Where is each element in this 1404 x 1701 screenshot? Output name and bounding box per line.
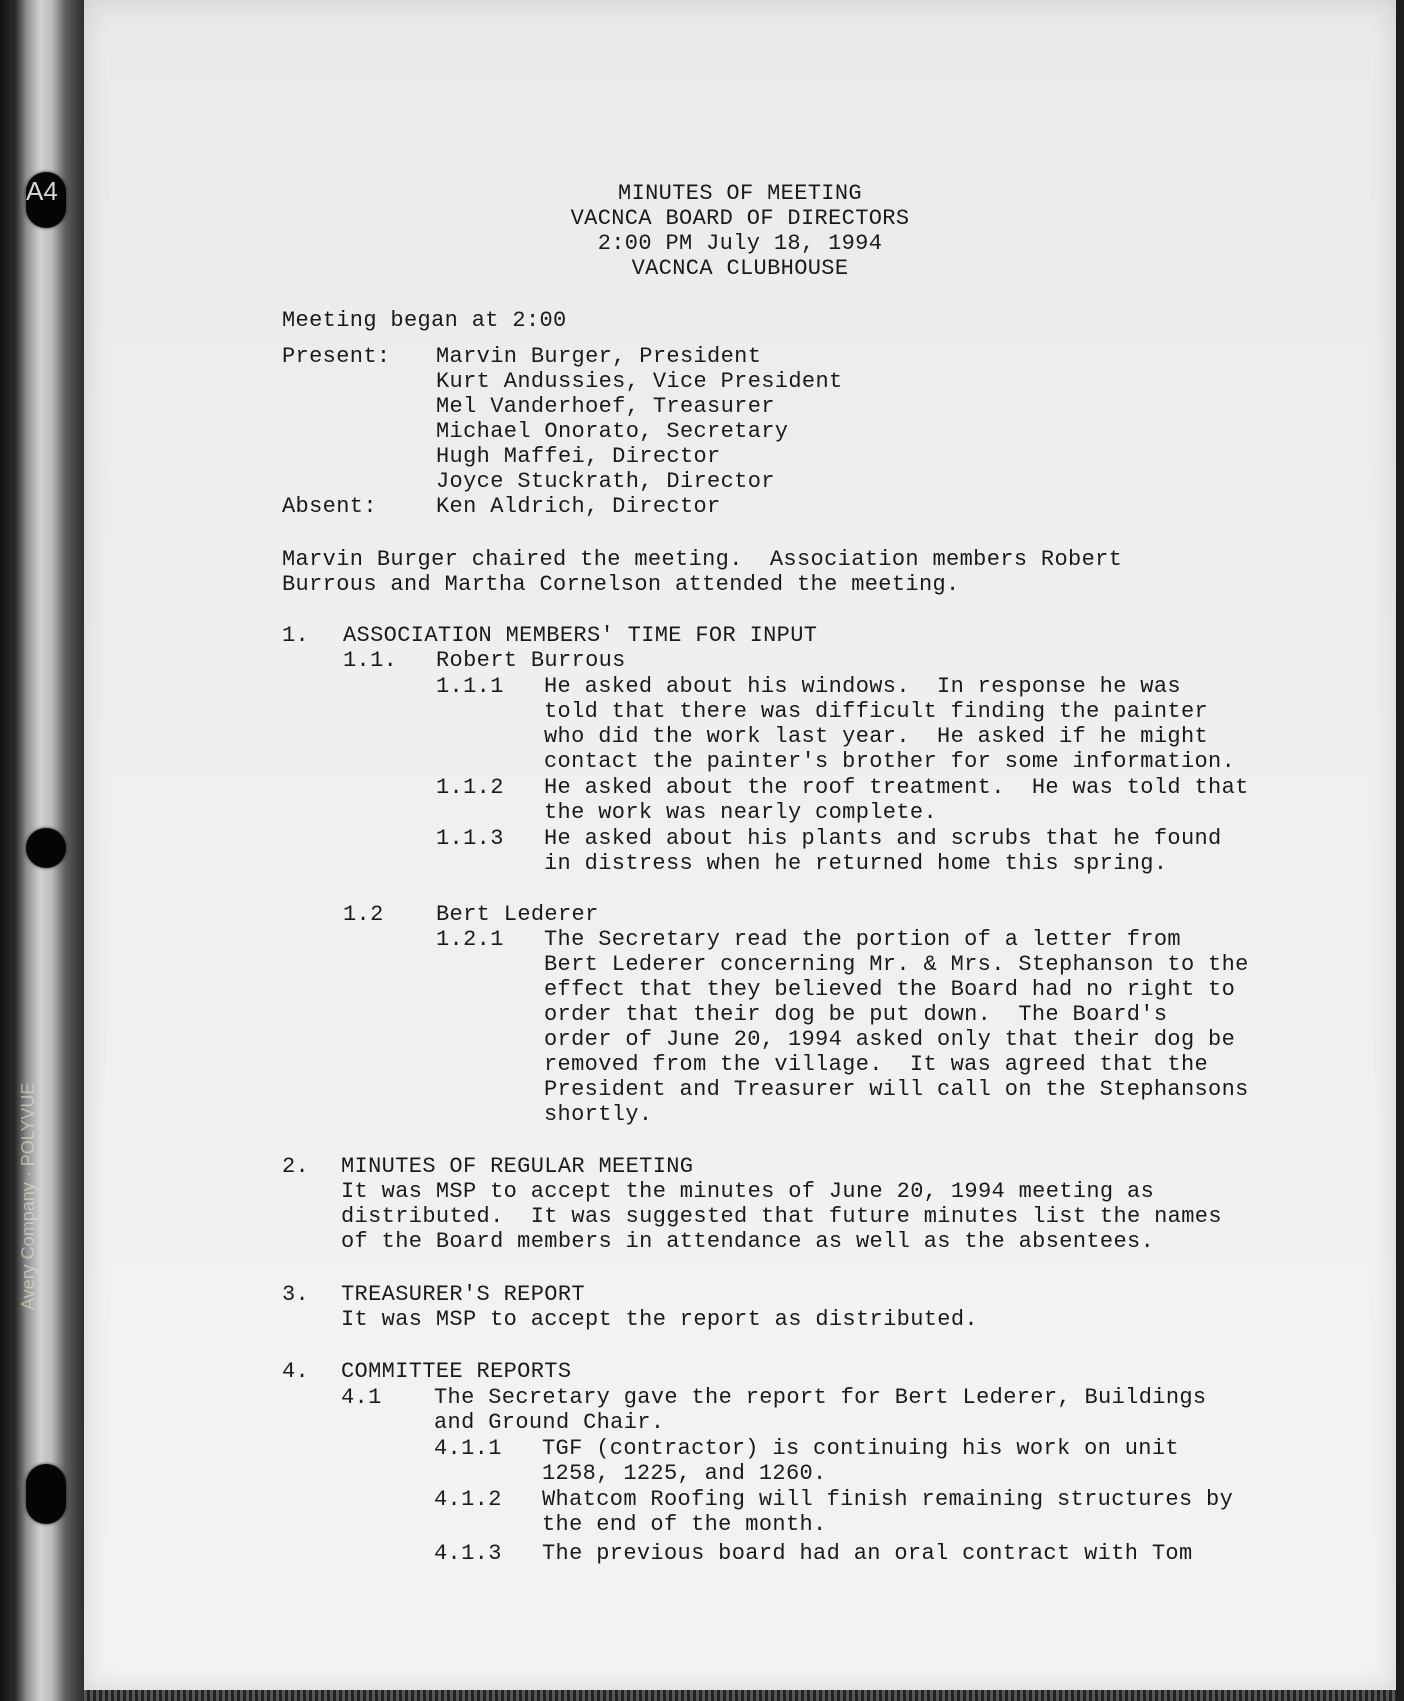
subsection-line: The Secretary gave the report for Bert Lederer, Buildings [434,1385,1207,1410]
section-line: It was MSP to accept the report as distributed. [341,1307,978,1332]
sleeve-bottom-edge [84,1690,1396,1701]
ring-label: A4 [26,176,58,206]
absent-member: Ken Aldrich, Director [436,494,721,519]
item-number: 1.1.3 [436,826,504,851]
item-number: 4.1.2 [434,1487,502,1512]
item-line: Whatcom Roofing will finish remaining structures by [542,1487,1234,1512]
header-title: MINUTES OF MEETING [618,181,862,206]
section-line: of the Board members in attendance as well as the absentees. [341,1229,1155,1254]
binder-strip [0,0,84,1701]
present-label: Present: [282,344,391,369]
header-location: VACNCA CLUBHOUSE [631,256,849,281]
present-member: Marvin Burger, President [436,344,762,369]
section-line: It was MSP to accept the minutes of June 20, 1994 meeting as [341,1179,1155,1204]
subsection-title: Bert Lederer [436,902,599,927]
section-title: TREASURER'S REPORT [341,1282,585,1307]
item-number: 1.2.1 [436,927,504,952]
binder-hole-middle [26,828,66,868]
subsection-title: Robert Burrous [436,648,626,673]
intro-line: Burrous and Martha Cornelson attended the meeting. [282,572,960,597]
item-line: order of June 20, 1994 asked only that their dog be [544,1027,1236,1052]
item-line: told that there was difficult finding the painter [544,699,1209,724]
subsection-number: 1.1. [343,648,398,673]
present-member: Kurt Andussies, Vice President [436,369,843,394]
absent-label: Absent: [282,494,377,519]
document-page [84,0,1396,1690]
present-member: Mel Vanderhoef, Treasurer [436,394,775,419]
subsection-line: and Ground Chair. [434,1410,665,1435]
header-organization: VACNCA BOARD OF DIRECTORS [570,206,910,231]
header-datetime: 2:00 PM July 18, 1994 [597,231,883,256]
intro-line: Marvin Burger chaired the meeting. Association members Robert [282,547,1123,572]
binder-hole-bottom [26,1464,66,1524]
section-number: 4. [282,1359,310,1384]
item-line: 1258, 1225, and 1260. [542,1461,827,1486]
section-number: 2. [282,1154,310,1179]
present-member: Hugh Maffei, Director [436,444,721,469]
item-line: TGF (contractor) is continuing his work on unit [542,1436,1179,1461]
item-line: President and Treasurer will call on the Stephansons [544,1077,1249,1102]
subsection-number: 1.2 [343,902,384,927]
present-member: Joyce Stuckrath, Director [436,469,775,494]
item-number: 4.1.3 [434,1541,502,1566]
item-line: The previous board had an oral contract with Tom [542,1541,1193,1566]
item-line: He asked about his windows. In response he was [544,674,1181,699]
opening-line: Meeting began at 2:00 [282,308,567,333]
item-line: the work was nearly complete. [544,800,938,825]
item-line: in distress when he returned home this spring. [544,851,1168,876]
section-line: distributed. It was suggested that future minutes list the names [341,1204,1222,1229]
item-line: contact the painter's brother for some information. [544,749,1236,774]
section-title: COMMITTEE REPORTS [341,1359,572,1384]
subsection-number: 4.1 [341,1385,382,1410]
item-line: order that their dog be put down. The Board's [544,1002,1168,1027]
item-number: 1.1.2 [436,775,504,800]
item-line: He asked about the roof treatment. He was told that [544,775,1249,800]
section-title: MINUTES OF REGULAR MEETING [341,1154,694,1179]
section-number: 1. [282,623,310,648]
item-line: shortly. [544,1102,653,1127]
item-line: Bert Lederer concerning Mr. & Mrs. Stephanson to the [544,952,1249,977]
section-title: ASSOCIATION MEMBERS' TIME FOR INPUT [343,623,818,648]
item-number: 1.1.1 [436,674,504,699]
item-number: 4.1.1 [434,1436,502,1461]
item-line: who did the work last year. He asked if he might [544,724,1209,749]
item-line: He asked about his plants and scrubs that he found [544,826,1222,851]
item-line: removed from the village. It was agreed that the [544,1052,1209,1077]
item-line: effect that they believed the Board had no right to [544,977,1236,1002]
item-line: the end of the month. [542,1512,827,1537]
item-line: The Secretary read the portion of a letter from [544,927,1181,952]
section-number: 3. [282,1282,310,1307]
sleeve-print: Avery Company · POLYVUE [18,1082,38,1310]
present-member: Michael Onorato, Secretary [436,419,789,444]
